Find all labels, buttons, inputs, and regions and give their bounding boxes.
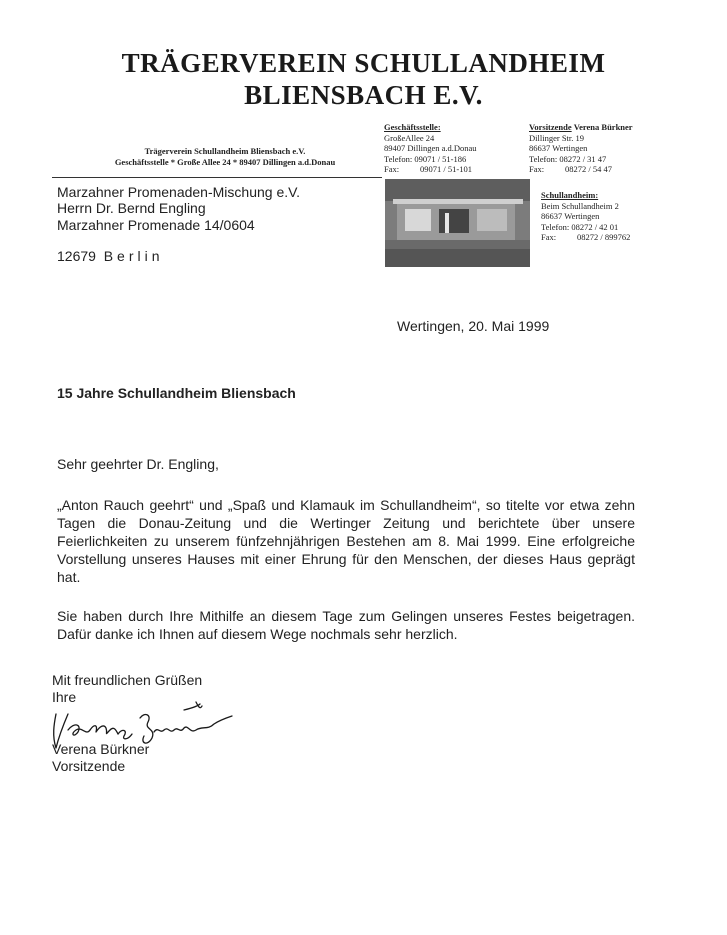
- recipient-line-name: Herrn Dr. Bernd Engling: [57, 200, 206, 216]
- closing-ihre: Ihre: [52, 689, 77, 705]
- building-photo-image: [385, 179, 530, 267]
- body-paragraph-2: Sie haben durch Ihre Mithilfe an diesem Tage zum Gelingen unseres Festes beigetragen. Dafür danke ich Ihnen auf diesem Wege nochmals sehr herzlich.: [57, 608, 635, 642]
- office-city: 89407 Dillingen a.d.Donau: [384, 143, 477, 153]
- chair-fax: [529, 164, 679, 175]
- school-heading: Schullandheim:: [541, 190, 599, 200]
- office-fax: [384, 164, 524, 175]
- school-fax-number: 08272 / 899762: [577, 232, 631, 242]
- office-block: [384, 122, 524, 175]
- chair-city: 86637 Wertingen: [529, 143, 588, 153]
- office-street: GroßeAllee 24: [384, 132, 435, 143]
- recipient-line-street: Marzahner Promenade 14/0604: [57, 217, 255, 233]
- recipient-zip: 12679: [57, 248, 96, 264]
- body-paragraph-1: „Anton Rauch geehrt“ und „Spaß und Klamauk im Schullandheim“, so titelte vor etwa zehn Tagen die Donau-Zeitung und die Wertinger Zeitung und berichtete über unsere Feierlichkeiten zu unserem fünfzehnjährigen Bestehen am 8. Mai 1999. Eine erfolgreiche Vorstellung unseres Hauses mit einer Ehrung für den Menschen, der dieses Haus geprägt hat.: [57, 497, 635, 585]
- school-fax: [541, 232, 691, 243]
- signer-role: Vorsitzende: [52, 758, 126, 774]
- org-title-line2: BLIENSBACH E.V.: [244, 80, 483, 110]
- chair-block: [529, 122, 679, 175]
- sender-line-address: Geschäftsstelle * Große Allee 24 * 89407 Dillingen a.d.Donau: [114, 157, 336, 167]
- school-street: Beim Schullandheim 2: [541, 200, 619, 211]
- recipient-zip-city: [57, 248, 164, 264]
- signer-name: Verena Bürkner: [52, 741, 150, 757]
- chair-phone: Telefon: 08272 / 31 47: [529, 153, 607, 164]
- closing-greeting: Mit freundlichen Grüßen: [52, 672, 203, 688]
- letter-subject: 15 Jahre Schullandheim Bliensbach: [57, 385, 296, 401]
- recipient-city: Berlin: [103, 248, 164, 264]
- recipient-line-organization: Marzahner Promenaden-Mischung e.V.: [57, 184, 301, 200]
- school-city: 86637 Wertingen: [541, 211, 600, 221]
- chair-name: Verena Bürkner: [573, 122, 633, 132]
- school-block: [541, 190, 691, 243]
- org-title-line1: TRÄGERVEREIN SCHULLANDHEIM: [121, 48, 606, 78]
- office-fax-number: 09071 / 51-101: [420, 164, 472, 174]
- salutation: Sehr geehrter Dr. Engling,: [57, 456, 219, 472]
- office-phone: Telefon: 09071 / 51-186: [384, 153, 467, 164]
- sender-line-name: Trägerverein Schullandheim Bliensbach e.V.: [144, 146, 306, 156]
- chair-heading-row: [529, 122, 679, 133]
- school-phone: Telefon: 08272 / 42 01: [541, 221, 619, 232]
- building-photo: [385, 179, 530, 267]
- chair-fax-number: 08272 / 54 47: [565, 164, 612, 174]
- chair-fax-label: Fax:: [529, 164, 545, 174]
- chair-street: Dillinger Str. 19: [529, 132, 585, 143]
- sender-divider: [52, 177, 382, 178]
- chair-heading: Vorsitzende: [529, 122, 572, 132]
- school-fax-label: Fax:: [541, 232, 557, 242]
- office-fax-label: Fax:: [384, 164, 400, 174]
- letter-date: Wertingen, 20. Mai 1999: [397, 318, 550, 334]
- office-heading: Geschäftsstelle:: [384, 122, 441, 132]
